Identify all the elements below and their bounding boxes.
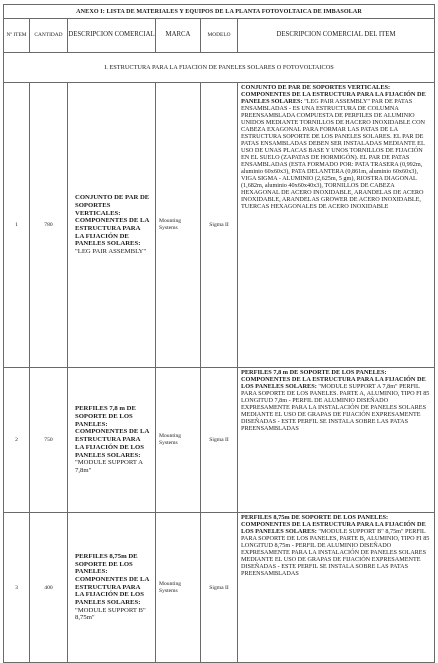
- header-comercial: DESCRIPCION COMERCIAL: [68, 19, 156, 53]
- item-commercial-description: [68, 83, 156, 368]
- item-brand: Mounting Systems: [156, 83, 201, 368]
- description-bold: PERFILES 7,8 m DE SOPORTE DE LOS PANELES: COMPONENTES DE LA ESTRUCTURA PARA LA FIJACIÓN DE LOS PANELES SOLARES:: [241, 369, 426, 391]
- annex-title: ANEXO I: LISTA DE MATERIALES Y EQUIPOS DE LA PLANTA FOTOVOLTAICA DE IMBASOLAR: [4, 5, 435, 19]
- item-number: 3: [4, 513, 30, 663]
- table-header-row: [4, 19, 435, 53]
- item-quantity: 780: [30, 83, 68, 368]
- commercial-bold: CONJUNTO DE PAR DE SOPORTES VERTICALES: COMPONENTES DE LA ESTRUCTURA PARA LA FIJACIÓN DE PANELES SOLARES:: [75, 194, 150, 248]
- commercial-bold: PERFILES 8,75m DE SOPORTE DE LOS PANELES: COMPONENTES DE LA ESTRUCTURA PARA LA FIJACIÓN DE LOS PANELES SOLARES:: [75, 552, 149, 607]
- item-brand: Mounting Systems: [156, 368, 201, 513]
- header-modelo: MODELO: [201, 19, 238, 53]
- commercial-bold: PERFILES 7,8 m DE SOPORTE DE LOS PANELES: COMPONENTES DE LA ESTRUCTURA PARA LA FIJACIÓN DE LOS PANELES SOLARES:: [75, 405, 149, 459]
- table-row: [4, 368, 435, 513]
- description-bold: PERFILES 8,75m DE SOPORTE DE LOS PANELES: COMPONENTES DE LA ESTRUCTURA PARA LA FIJACIÓN DE LOS PANELES SOLARES:: [241, 514, 426, 536]
- item-commercial-description: [68, 368, 156, 513]
- header-marca: MARCA: [156, 19, 201, 53]
- description-plain: "MODULE SUPPORT A 7,8m" PERFIL PARA SOPORTE DE LOS PANELES. PARTE A, ALUMINIO, TIPO FI 85 LONGITUD 7,8m - PERFIL DE ALUMINIO DISEÑADO EXPRESAMENTE PARA LA INSTALACIÓN DE PANELES SOLARES MEDIANTE EL USO DE GRAPAS DE FIJACIÓN EXPRESAMENTE DISEÑADAS - ESTE PERFIL SE INSTALA SOBRE LAS PATAS PREENSAMBLADAS: [241, 383, 430, 433]
- header-cantidad: CANTIDAD: [30, 19, 68, 53]
- item-quantity: 400: [30, 513, 68, 663]
- description-plain: "LEG PAIR ASSEMBLY" PAR DE PATAS ENSAMBLADAS - ES UNA ESTRUCTURA DE COLUMNA PREENSAMBLADA COMPUESTA DE PERFILES DE ALUMINIO UNIDOS MEDIANTE TORNILLOS DE HACERO INOXIDABLE CON CABEZA EXAGONAL PARA FORMAR LAS PATAS DE LA ESTRUCTURA SOPORTE DE LOS PANELES SOLARES. EL PAR DE PATAS ENSAMBLADAS DEBEN SER INSTALADAS MEDIANTE EL USO DE UNAS PLACAS BASE Y UNOS TORNILLOS DE FIJACIÓN EN EL SUELO (ZAPATAS DE HORMIGÓN). EL PAR DE PATAS ENSAMBLADAS (ESTA FORMADO POR: PATA TRASERA (0,992m, aluminio 60x60x3), PATA DELANTERA (0,861m, aluminio 60x60x3), VIGA SIGMA - ALUMINIO (2,625m, 5 gm), RIOSTRA DIAGONAL (1,682m, aluminio 40x60x40x3), TORNILLOS DE CABEZA HEXAGONAL DE ACERO INOXIDABLE, ARANDELAS DE ACERO INOXIDABLE, ARANDELAS GROWER DE ACERO INOXIDABLE, TUERCAS HEXAGONALES DE ACERO INOXIDABLE: [241, 98, 426, 211]
- commercial-plain: "LEG PAIR ASSEMBLY": [75, 248, 147, 256]
- item-model: Sigma II: [201, 368, 238, 513]
- item-model: Sigma II: [201, 513, 238, 663]
- item-quantity: 750: [30, 368, 68, 513]
- table-row: [4, 513, 435, 663]
- header-item: Nº ITEM: [4, 19, 30, 53]
- item-brand: Mounting Systems: [156, 513, 201, 663]
- item-full-description: [238, 513, 435, 663]
- section-heading: I. ESTRUCTURA PARA LA FIJACION DE PANELES SOLARES O FOTOVOLTAICOS: [4, 53, 435, 83]
- item-number: 1: [4, 83, 30, 368]
- item-full-description: [238, 83, 435, 368]
- table-row: [4, 83, 435, 368]
- materials-table: [3, 4, 435, 663]
- item-full-description: [238, 368, 435, 513]
- commercial-plain: "MODULE SUPPORT B" 8,75m": [75, 606, 146, 622]
- commercial-plain: "MODULE SUPPORT A 7,8m": [75, 459, 143, 474]
- item-number: 2: [4, 368, 30, 513]
- item-commercial-description: [68, 513, 156, 663]
- item-model: Sigma II: [201, 83, 238, 368]
- description-plain: "MODULE SUPPORT B" 8,75m" PERFIL PARA SOPORTE DE LOS PANELES, PARTE B, ALUMINIO, TIPO FI 85 LONGITUD 8,75m - PERFIL DE ALUMINIO DISEÑADO EXPRESAMENTE PARA LA INSTALACIÓN DE PANELES SOLARES MEDIANTE EL USO DE GRAPAS DE FIJACIÓN EXPRESAMENTE DISEÑADAS - ESTE PERFIL SE INSTALA SOBRE LAS PATAS PREENSAMBLADAS: [241, 528, 430, 578]
- header-descripcion: DESCRIPCION COMERCIAL DEL ITEM: [238, 19, 435, 53]
- description-bold: CONJUNTO DE PAR DE SOPORTES VERTICALES: COMPONENTES DE LA ESTRUCTURA PARA LA FIJACIÓN DE PANELES SOLARES:: [241, 84, 426, 106]
